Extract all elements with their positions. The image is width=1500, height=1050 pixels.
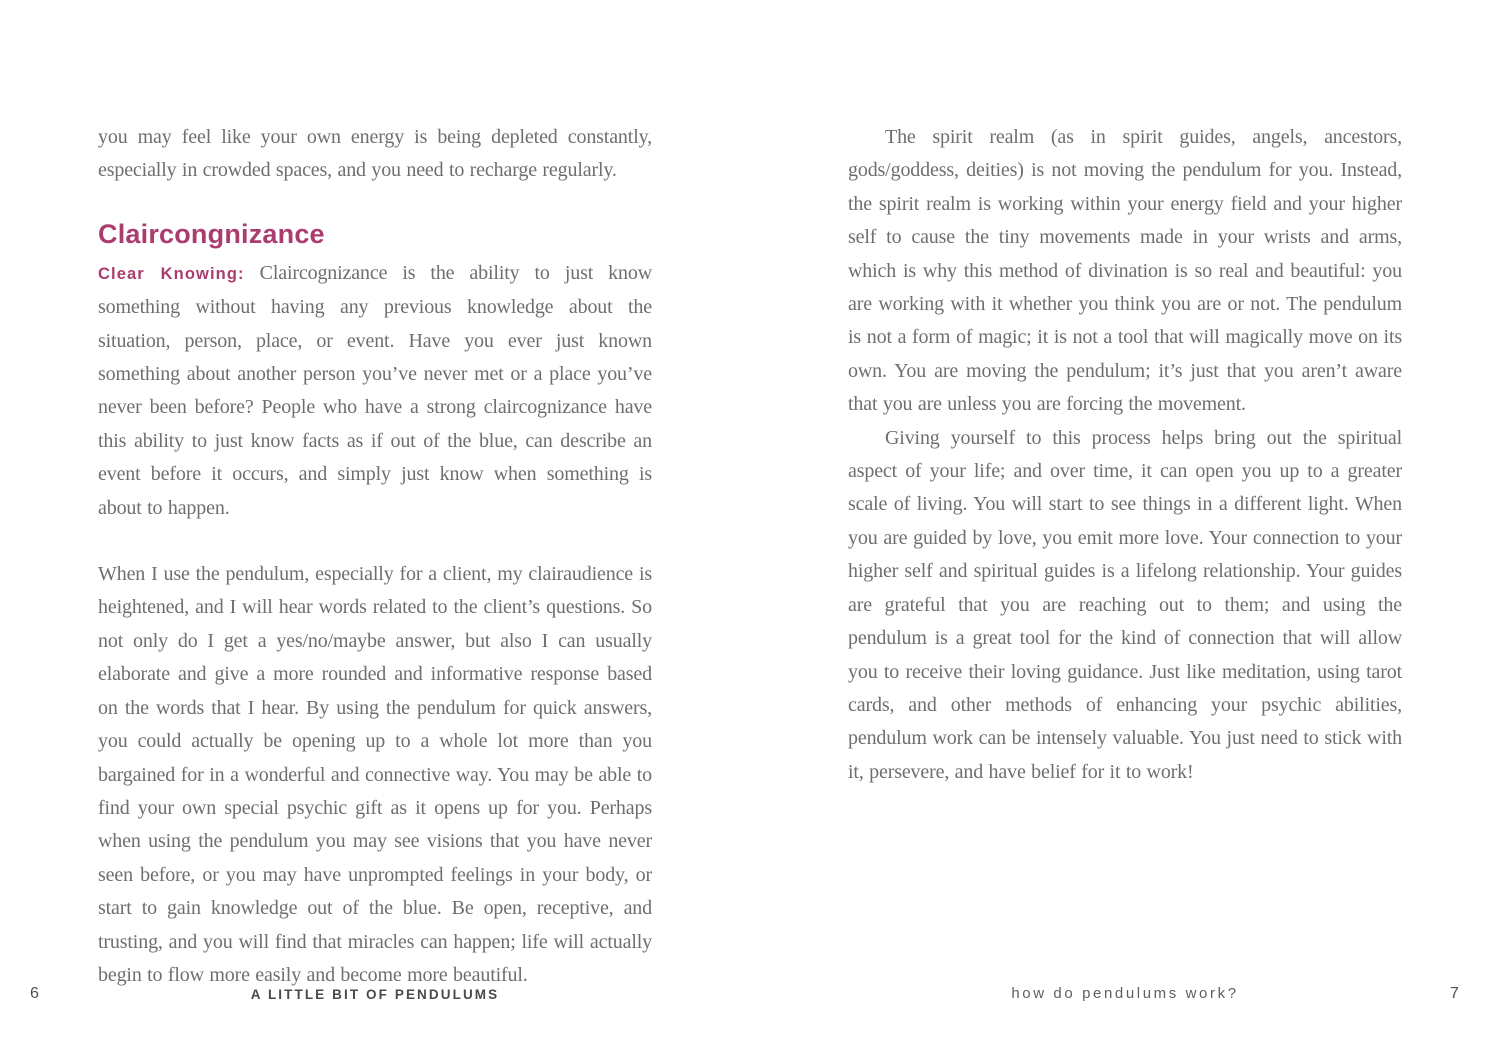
body-paragraph: you may feel like your own energy is being depleted constantly, especially in crowded spaces, and you need to recharge regularly. (98, 126, 652, 182)
body-paragraph: The spirit realm (as in spirit guides, angels, ancestors, gods/goddess, deities) is not moving the pendulum for you. Instead, the spirit realm is working within your energy field and your higher self to cause the tiny movements made in your wrists and arms, which is why this method of divination is so real and beautiful: you are working with it whether you think you are or not. The pendulum is not a form of magic; it is not a tool that will magically move on its own. You are moving the pendulum; it’s just that you aren’t aware that you are unless you are forcing the movement. (848, 126, 1402, 416)
running-footer-chapter-title: how do pendulums work? (1011, 985, 1239, 1002)
right-page-column (848, 121, 1402, 789)
paragraph-lead-label: Clear Knowing: (98, 264, 245, 283)
body-paragraph: When I use the pendulum, especially for a client, my clairaudience is heightened, and I will hear words related to the client’s questions. So not only do I get a yes/no/maybe answer, but also I can usually elaborate and give a more rounded and informative response based on the words that I hear. By using the pendulum for quick answers, you could actually be opening up to a whole lot more than you bargained for in a wonderful and connective way. You may be able to find your own special psychic gift as it opens up for you. Perhaps when using the pendulum you may see visions that you have never seen before, or you may have unprompted feelings in your body, or start to gain knowledge out of the blue. Be open, receptive, and trusting, and you will find that miracles can happen; life will actually begin to flow more easily and become more beautiful. (98, 563, 652, 986)
running-footer-book-title: A LITTLE BIT OF PENDULUMS (250, 987, 500, 1002)
body-paragraph: Giving yourself to this process helps bring out the spiritual aspect of your life; and over time, it can open you up to a greater scale of living. You will start to see things in a different light. When you are guided by love, you emit more love. Your connection to your higher self and spiritual guides is a lifelong relationship. Your guides are grateful that you are reaching out to them; and using the pendulum is a great tool for the kind of connection that will allow you to receive their loving guidance. Just like meditation, using tarot cards, and other methods of enhancing your psychic abilities, pendulum work can be intensely valuable. You just need to stick with it, persevere, and have belief for it to work! (848, 426, 1402, 783)
page-number-left: 6 (30, 985, 39, 1002)
page-number-right: 7 (1450, 985, 1459, 1002)
body-paragraph: Clear Knowing: Claircognizance is the ability to just know something without having any previous knowledge about the situation, person, place, or event. Have you ever just known something about another person you’ve never met or a place you’ve never been before? People who have a strong claircognizance have this ability to just know facts as if out of the blue, can describe an event before it occurs, and simply just know when something is about to happen. (98, 261, 652, 519)
left-page-column (98, 121, 652, 992)
section-heading: Claircongnizance (98, 218, 325, 249)
